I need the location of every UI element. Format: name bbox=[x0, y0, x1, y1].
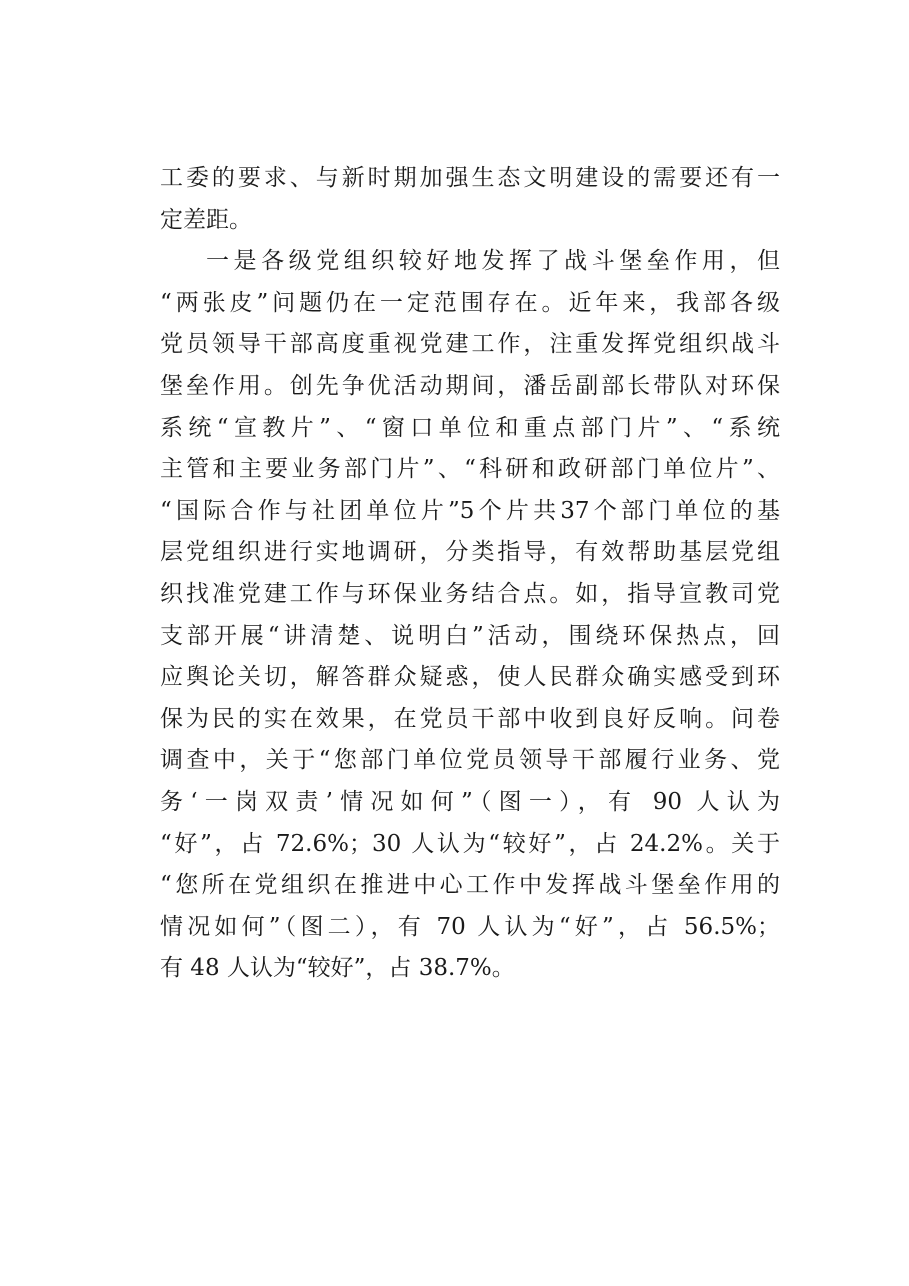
text-line: 务‘一岗双责’情况如何”（图一），有 90 人认为 bbox=[160, 788, 780, 815]
body-text bbox=[160, 158, 780, 990]
text-line: 主管和主要业务部门片”、“科研和政研部门单位片”、 bbox=[160, 456, 780, 483]
paragraph-first-line: 一是各级党组织较好地发挥了战斗堡垒作用，但 bbox=[206, 248, 780, 275]
text-line: 工委的要求、与新时期加强生态文明建设的需要还有一 bbox=[160, 165, 780, 191]
text-line: 有 48 人认为“较好”，占 38.7%。 bbox=[160, 955, 515, 982]
text-line: “国际合作与社团单位片”5个片共37个部门单位的基 bbox=[160, 497, 780, 524]
text-line: “好”，占 72.6%；30 人认为“较好”，占 24.2%。关于 bbox=[160, 830, 780, 857]
text-line: 织找准党建工作与环保业务结合点。如，指导宣教司党 bbox=[160, 580, 780, 607]
text-line: 支部开展“讲清楚、说明白”活动，围绕环保热点，回 bbox=[160, 622, 780, 649]
text-line: 层党组织进行实地调研，分类指导，有效帮助基层党组 bbox=[160, 539, 780, 566]
text-line: 应舆论关切，解答群众疑惑，使人民群众确实感受到环 bbox=[160, 664, 780, 691]
text-line: 堡垒作用。创先争优活动期间，潘岳副部长带队对环保 bbox=[160, 372, 780, 399]
text-line: 情况如何”（图二），有 70 人认为“好”，占 56.5%； bbox=[160, 913, 780, 940]
text-line: “两张皮”问题仍在一定范围存在。近年来，我部各级 bbox=[160, 289, 780, 316]
text-line: 党员领导干部高度重视党建工作，注重发挥党组织战斗 bbox=[160, 331, 780, 358]
text-line: “您所在党组织在推进中心工作中发挥战斗堡垒作用的 bbox=[160, 872, 780, 899]
text-line: 调查中，关于“您部门单位党员领导干部履行业务、党 bbox=[160, 747, 780, 774]
text-line: 定差距。 bbox=[160, 206, 252, 233]
text-line: 系统“宣教片”、“窗口单位和重点部门片”、“系统 bbox=[160, 414, 780, 441]
text-line: 保为民的实在效果，在党员干部中收到良好反响。问卷 bbox=[160, 705, 780, 732]
